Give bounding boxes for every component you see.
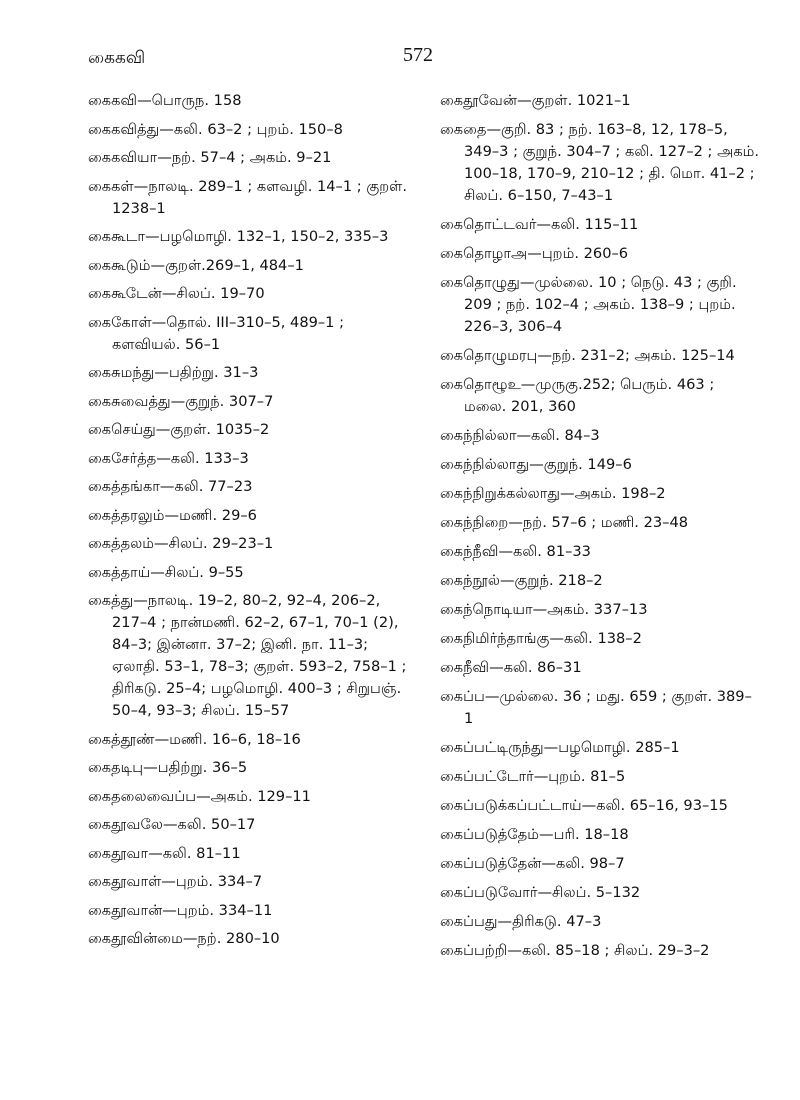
index-entry: கைப்ப—முல்லை. 36 ; மது. 659 ; குறள். 389–1 [440, 688, 752, 727]
index-entry: கைப்படுத்தேம்—பரி. 18–18 [440, 826, 629, 843]
index-entry: கைதொழுது—முல்லை. 10 ; நெடு. 43 ; குறி. 209 ; நற். 102–4 ; அகம். 138–9 ; புறம். 226–3, 306–4 [440, 274, 737, 335]
index-entry: கைந்நிறை—நற். 57–6 ; மணி. 23–48 [440, 514, 689, 531]
index-entry: கைதூவா—கலி. 81–11 [88, 844, 241, 862]
index-entry: கைந்நில்லா—கலி. 84–3 [440, 427, 600, 444]
index-entry: கைசெய்து—குறள். 1035–2 [88, 421, 270, 438]
page-number: 572 [403, 44, 433, 66]
index-entry: கைத்து—நாலடி. 19–2, 80–2, 92–4, 206–2, 217–4 ; நான்மணி. 62–2, 67–1, 70–1 (2), 84–3; இன்னா. 37–2; இனி. நா. 11–3; ஏலாதி. 53–1, 78–3; குறள். 593–2, 758–1 ; திரிகடு. 25–4; பழமொழி. 400–3 ; சிறுபஞ். 50–4, 93–3; சிலப். 15–57 [88, 592, 407, 719]
index-entry: கைப்படுவோர்—சிலப். 5–132 [440, 884, 641, 901]
index-entry: கைசுமந்து—பதிற்று. 31–3 [88, 364, 259, 381]
index-entry: கைநீவி—கலி. 86–31 [440, 659, 582, 676]
index-entry: கைத்தூண்—மணி. 16–6, 18–16 [88, 730, 301, 748]
index-entry: கைதூவேன்—குறள். 1021–1 [440, 92, 631, 109]
index-entry: கைப்படுக்கப்பட்டாய்—கலி. 65–16, 93–15 [440, 797, 728, 814]
index-entry: கைப்பட்டிருந்து—பழமொழி. 285–1 [440, 739, 680, 756]
index-entry: கைதொழாஅ—புறம். 260–6 [440, 245, 629, 262]
index-entry: கைதூவாள்—புறம். 334–7 [88, 873, 263, 890]
index-entry: கைந்நில்லாது—குறுந். 149–6 [440, 456, 632, 473]
index-entry: கைதூவின்மை—நற். 280–10 [88, 930, 280, 947]
index-entry: கைதலைவைப்ப—அகம். 129–11 [88, 787, 311, 805]
index-entry: கைசேர்த்த—கலி. 133–3 [88, 449, 249, 467]
index-entry: கைதை—குறி. 83 ; நற். 163–8, 12, 178–5, 349–3 ; குறுந். 304–7 ; கலி. 127–2 ; அகம். 100–18, 170–9, 210–12 ; தி. மொ. 41–2 ; சிலப். 6–150, 7–43–1 [440, 121, 760, 204]
index-entry: கைநிமிர்ந்தாங்கு—கலி. 138–2 [440, 630, 642, 647]
index-entry: கைகூடேன்—சிலப். 19–70 [88, 285, 265, 302]
index-entry: கைகூடும்—குறள்.269–1, 484–1 [88, 256, 304, 274]
index-entry: கைப்படுத்தேன்—கலி. 98–7 [440, 855, 625, 872]
index-entry: கைசுவைத்து—குறுந். 307–7 [88, 392, 274, 410]
right-column [440, 90, 760, 969]
index-entry: கைந்நூல்—குறுந். 218–2 [440, 572, 603, 589]
index-entry: கைதடிபு—பதிற்று. 36–5 [88, 759, 248, 776]
index-entry: கைத்தாய்—சிலப். 9–55 [88, 563, 244, 581]
index-entry: கைதூவான்—புறம். 334–11 [88, 901, 273, 919]
index-entry: கைகூடா—பழமொழி. 132–1, 150–2, 335–3 [88, 228, 389, 245]
index-entry: கைதொழூஉ—முருகு.252; பெரும். 463 ; மலை. 201, 360 [440, 376, 715, 415]
index-entry: கைத்தரலும்—மணி. 29–6 [88, 506, 257, 524]
index-entry: கைதூவலே—கலி. 50–17 [88, 816, 256, 833]
index-entry: கைந்நிறுக்கல்லாது—அகம். 198–2 [440, 485, 666, 502]
page-header [88, 44, 748, 74]
running-head: கைகவி [88, 48, 146, 68]
index-entry: கைகள்—நாலடி. 289–1 ; களவழி. 14–1 ; குறள். 1238–1 [88, 177, 407, 217]
index-entry: கைத்தலம்—சிலப். 29–23–1 [88, 535, 274, 552]
index-entry: கைந்நீவி—கலி. 81–33 [440, 543, 591, 560]
index-entry: கைகவியா—நற். 57–4 ; அகம். 9–21 [88, 149, 332, 166]
left-column [88, 90, 408, 957]
index-entry: கைகவித்து—கலி. 63–2 ; புறம். 150–8 [88, 120, 343, 138]
index-entry: கைந்நொடியா—அகம். 337–13 [440, 601, 648, 618]
index-entry: கைகோள்—தொல். III–310–5, 489–1 ; களவியல். 56–1 [88, 313, 345, 353]
index-entry: கைப்பட்டோர்—புறம். 81–5 [440, 768, 626, 785]
index-entry: கைதொழுமரபு—நற். 231–2; அகம். 125–14 [440, 347, 735, 364]
index-entry: கைப்பது—திரிகடு. 47–3 [440, 913, 602, 930]
index-entry: கைப்பற்றி—கலி. 85–18 ; சிலப். 29–3–2 [440, 942, 710, 959]
index-entry: கைதொட்டவர்—கலி. 115–11 [440, 216, 639, 233]
index-entry: கைத்தங்கா—கலி. 77–23 [88, 478, 253, 495]
index-entry: கைகவி—பொருந. 158 [88, 92, 242, 109]
